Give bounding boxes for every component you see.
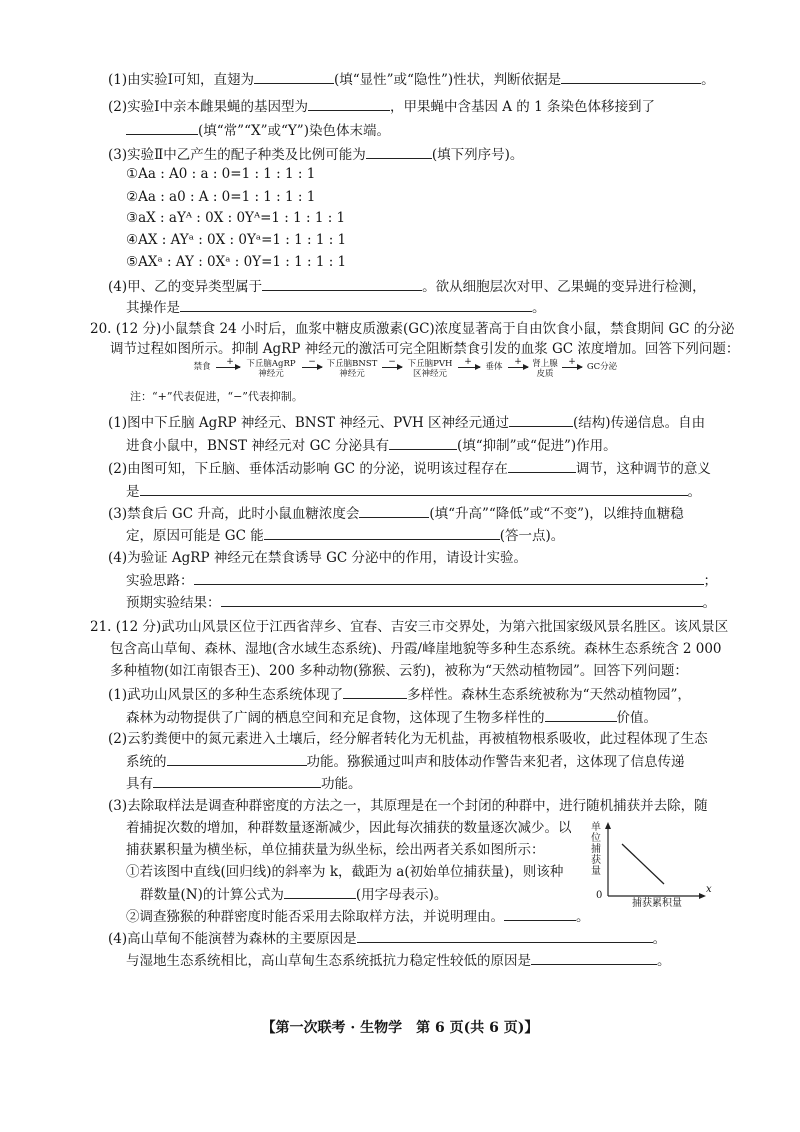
q21-part4: [108, 928, 666, 949]
q19-p3-text-b: (填下列序号)。: [431, 147, 524, 163]
answer-blank[interactable]: [153, 773, 321, 788]
q21-p2-text-e: 功能。: [321, 776, 362, 792]
regression-line: [622, 844, 664, 884]
answer-blank[interactable]: [126, 120, 198, 135]
q19-option-4: ④AX : AYᵃ : 0X : 0Yᵃ=1 : 1 : 1 : 1: [126, 232, 347, 248]
q19-option-1: ①Aa : A0 : a : 0=1 : 1 : 1 : 1: [126, 166, 316, 182]
q21-part2-cont2: [126, 773, 362, 794]
flow-node-pituitary: 垂体: [485, 362, 503, 372]
flow-node-adrenal-line1: 肾上腺: [532, 359, 558, 369]
q20-intro-line1: 20. (12 分)小鼠禁食 24 小时后，血浆中糖皮质激素(GC)浓度显著高于自由饮食小鼠，禁食期间 GC 的分泌: [90, 321, 735, 337]
answer-blank[interactable]: [504, 906, 576, 921]
q20-p4-idea-label: 实验思路：: [126, 573, 194, 589]
answer-blank[interactable]: [531, 950, 657, 965]
answer-blank[interactable]: [508, 458, 576, 473]
flow-node-gc-secretion: GC分泌: [586, 362, 618, 372]
q19-part2-cont: [126, 120, 390, 141]
q21-p4-text-d: 。: [657, 953, 671, 969]
q19-p1-text-a: (1)由实验Ⅰ可知，直翅为: [108, 72, 254, 88]
q21-part3-sub1-cont: [140, 884, 447, 905]
flow-arrow: [562, 367, 582, 368]
q21-p3-text-e: 群数量(N)的计算公式为: [140, 887, 284, 903]
answer-blank[interactable]: [284, 884, 356, 899]
flow-node-adrenal: [528, 359, 562, 379]
q21-p3-text-h: 。: [576, 909, 590, 925]
answer-blank[interactable]: [389, 435, 457, 450]
answer-blank[interactable]: [509, 412, 573, 427]
answer-blank[interactable]: [343, 684, 407, 699]
q20-part1: [108, 412, 705, 433]
q20-intro-line2: 调节过程如图所示。抑制 AgRP 神经元的激活可完全阻断禁食引发的血浆 GC 浓度增加。回答下列问题：: [110, 341, 740, 357]
q21-p4-text-b: 。: [652, 931, 667, 947]
q21-part4-cont: [126, 950, 671, 971]
q20-p1-text-b: (结构)传递信息。自由: [573, 415, 706, 431]
graph-origin-label: 0: [596, 890, 603, 901]
flow-node-bnst: [322, 359, 382, 379]
q20-p4-result-label: 预期实验结果：: [126, 595, 221, 611]
q19-part1: [108, 69, 715, 90]
flow-sign: +: [514, 357, 522, 367]
q19-part2: [108, 96, 655, 117]
q19-part4: [108, 276, 706, 297]
q19-part3: [108, 144, 523, 165]
q20-part4: (4)为验证 AgRP 神经元在禁食诱导 GC 分泌中的作用，请设计实验。: [108, 550, 528, 566]
flow-node-agrp-line2: 神经元: [258, 369, 284, 379]
q19-p1-text-c: 。: [701, 72, 715, 88]
q19-part4-cont: [126, 297, 546, 318]
answer-blank[interactable]: [221, 592, 703, 607]
flow-node-bnst-line1: 下丘脑BNST: [326, 359, 378, 369]
q21-p2-text-d: 具有: [126, 776, 153, 792]
q21-part3-sub2: [126, 906, 590, 927]
q19-p2-text-c: (填“常”“X”或“Y”)染色体末端。: [198, 123, 390, 139]
q20-part2: [108, 458, 711, 479]
flow-node-pvh-line2: 区神经元: [412, 369, 447, 379]
graph-x-label: 捕获累积量: [632, 898, 682, 909]
flow-node-adrenal-line2: 皮质: [536, 369, 554, 379]
q20-p1-text-a: (1)图中下丘脑 AgRP 神经元、BNST 神经元、PVH 区神经元通过: [108, 415, 510, 431]
q20-part4-result: [126, 592, 716, 613]
q19-p4-text-d: 。: [532, 300, 546, 316]
answer-blank[interactable]: [308, 96, 390, 111]
q20-p4-idea-end: ；: [703, 573, 717, 589]
graph-x-axis-letter: x: [706, 884, 712, 895]
flow-sign: −: [308, 357, 316, 367]
q19-option-3: ③aX : aYᴬ : 0X : 0Yᴬ=1 : 1 : 1 : 1: [126, 210, 346, 226]
flow-arrow: [216, 367, 240, 368]
q20-part2-cont: [126, 481, 701, 502]
answer-blank[interactable]: [167, 751, 307, 766]
flow-node-agrp-line1: 下丘脑AgRP: [246, 359, 296, 369]
q20-p2-text-a: (2)由图可知，下丘脑、垂体活动影响 GC 的分泌，说明该过程存在: [108, 461, 508, 477]
q21-part3-line3: 捕获累积量为横坐标，单位捕获量为纵坐标，绘出两者关系如图所示：: [126, 842, 545, 858]
q21-intro-line1: 21. (12 分)武功山风景区位于江西省萍乡、宜春、吉安三市交界处，为第六批国家级风景名胜区。该风景区: [90, 619, 729, 635]
q21-p2-text-b: 系统的: [126, 754, 167, 770]
q21-p1-text-d: 价值。: [616, 710, 657, 726]
flow-arrow: [302, 367, 322, 368]
flow-node-agrp: [240, 359, 302, 379]
q19-p3-text-a: (3)实验Ⅱ中乙产生的配子种类及比例可能为: [108, 147, 366, 163]
q21-p4-text-c: 与湿地生态系统相比，高山草甸生态系统抵抗力稳定性较低的原因是: [126, 953, 531, 969]
q20-p1-text-c: 进食小鼠中，BNST 神经元对 GC 分泌具有: [126, 438, 389, 454]
flow-arrow: [382, 367, 402, 368]
answer-blank[interactable]: [262, 276, 422, 291]
flow-node-bnst-line2: 神经元: [339, 369, 365, 379]
flow-node-pvh-line1: 下丘脑PVH: [407, 359, 453, 369]
flow-sign: +: [226, 357, 234, 367]
q21-intro-line3: 多种植物(如江南银杏王)、200 多种动物(猕猴、云豹)，被称为“天然动植物园”。回答下列问题：: [110, 663, 688, 679]
q19-p4-text-c: 其操作是: [126, 300, 180, 316]
answer-blank[interactable]: [561, 69, 701, 84]
q21-intro-line2: 包含高山草甸、森林、湿地(含水域生态系统)、丹霞/峰崖地貌等多种生态系统。森林生态系统含 2 000: [110, 641, 722, 657]
page-footer: 【第一次联考 · 生物学 第 6 页(共 6 页)】: [261, 1020, 539, 1036]
q19-p2-text-b: ，甲果蝇中含基因 A 的 1 条染色体移接到了: [389, 99, 655, 115]
q21-part2: (2)云豹粪便中的氮元素进入土壤后，经分解者转化为无机盐，再被植物根系吸收，此过程体现了生态: [108, 731, 708, 747]
q20-p3-text-d: (答一点)。: [499, 528, 565, 544]
x-axis-arrow-icon: [699, 893, 706, 899]
answer-blank[interactable]: [366, 144, 432, 159]
graph-y-label: 单位捕获量: [591, 822, 601, 877]
answer-blank[interactable]: [140, 481, 688, 496]
q19-p1-text-b: (填“显性”或“隐性”)性状，判断依据是: [333, 72, 562, 88]
q21-part1: [108, 684, 691, 705]
answer-blank[interactable]: [357, 928, 653, 943]
flow-sign: −: [388, 357, 396, 367]
flow-sign: +: [464, 357, 472, 367]
flow-sign: +: [568, 357, 576, 367]
flow-legend-note: 注：“+”代表促进，“−”代表抑制。: [130, 390, 303, 403]
q21-part2-cont: [126, 751, 685, 772]
q21-p3-text-g: ②调查猕猴的种群密度时能否采用去除取样方法，并说明理由。: [126, 909, 504, 925]
flow-arrow: [458, 367, 480, 368]
q21-p4-text-a: (4)高山草甸不能演替为森林的主要原因是: [108, 931, 357, 947]
q20-p1-text-d: (填“抑制”或“促进”)作用。: [456, 438, 617, 454]
q19-option-5: ⑤AXᵃ : AY : 0Xᵃ : 0Y=1 : 1 : 1 : 1: [126, 254, 347, 270]
q20-part3-cont: [126, 525, 564, 546]
q21-p2-text-c: 功能。猕猴通过叫声和肢体动作警告来犯者，这体现了信息传递: [306, 754, 685, 770]
answer-blank[interactable]: [545, 707, 617, 722]
q20-p3-text-b: (填“升高”“降低”或“不变”)，以维持血糖稳: [429, 506, 684, 522]
q21-p1-text-a: (1)武功山风景区的多种生态系统体现了: [108, 687, 344, 703]
q20-p2-text-b: 调节，这种调节的意义: [575, 461, 711, 477]
q20-p3-text-a: (3)禁食后 GC 升高，此时小鼠血糖浓度会: [108, 506, 360, 522]
q20-part4-idea: [126, 570, 717, 591]
q21-part3-sub1: ①若该图中直线(回归线)的斜率为 k，截距为 a(初始单位捕获量)，则该种: [126, 864, 564, 880]
q21-part3-line2: 着捕捉次数的增加，种群数量逐渐减少，因此每次捕获的数量逐次减少。以: [126, 820, 572, 836]
flow-arrow: [508, 367, 528, 368]
q19-p4-text-b: 。欲从细胞层次对甲、乙果蝇的变异进行检测，: [422, 279, 706, 295]
answer-blank[interactable]: [194, 570, 704, 585]
q21-part1-cont: [126, 707, 657, 728]
flow-node-pvh: [402, 359, 458, 379]
q19-option-2: ②Aa : a0 : A : 0=1 : 1 : 1 : 1: [126, 189, 316, 205]
q19-p4-text-a: (4)甲、乙的变异类型属于: [108, 279, 263, 295]
q20-p2-text-d: 。: [687, 484, 701, 500]
answer-blank[interactable]: [264, 525, 500, 540]
q20-p3-text-c: 定，原因可能是 GC 能: [126, 528, 264, 544]
q19-p2-text-a: (2)实验Ⅰ中亲本雌果蝇的基因型为: [108, 99, 308, 115]
q21-part3: (3)去除取样法是调查种群密度的方法之一，其原理是在一个封闭的种群中，进行随机捕获并去除，随: [108, 798, 708, 814]
answer-blank[interactable]: [359, 503, 429, 518]
q20-p2-text-c: 是: [126, 484, 140, 500]
q21-p3-text-f: (用字母表示)。: [355, 887, 448, 903]
q21-p1-text-b: 多样性。森林生态系统被称为“天然动植物园”，: [407, 687, 691, 703]
answer-blank[interactable]: [180, 297, 532, 312]
answer-blank[interactable]: [254, 69, 334, 84]
q20-part3: [108, 503, 684, 524]
y-axis-arrow-icon: [605, 822, 611, 829]
q20-part1-cont: [126, 435, 617, 456]
q20-p4-result-end: 。: [702, 595, 716, 611]
q21-p1-text-c: 森林为动物提供了广阔的栖息空间和充足食物，这体现了生物多样性的: [126, 710, 545, 726]
flow-node-fasting: 禁食: [193, 362, 211, 372]
